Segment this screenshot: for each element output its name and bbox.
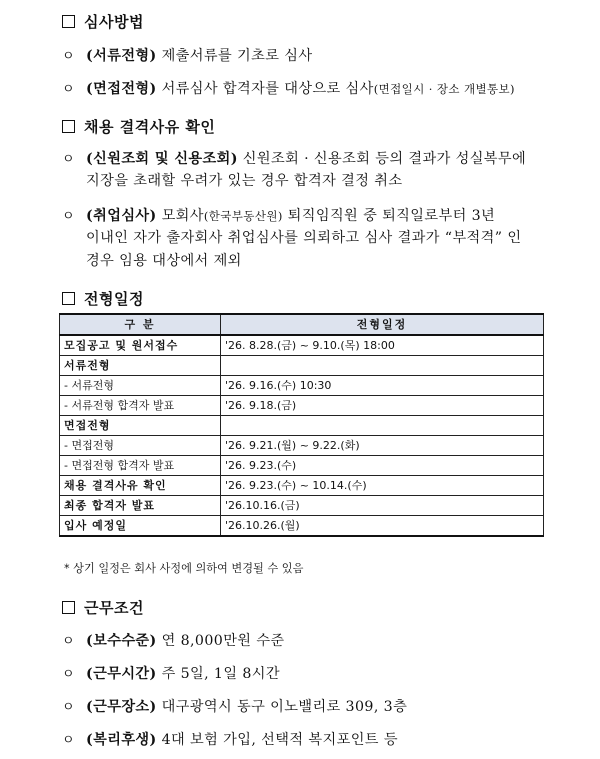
schedule-row bbox=[60, 436, 544, 456]
schedule-row bbox=[60, 516, 544, 537]
schedule-row-label: - 면접전형 bbox=[60, 436, 221, 456]
circle-bullet-icon: ㅇ bbox=[62, 209, 75, 224]
conditions-item-benefits: ㅇ (복리후생) 4대 보험 가입, 선택적 복지포인트 등 bbox=[62, 729, 398, 749]
schedule-row-label: - 서류전형 bbox=[60, 376, 221, 396]
schedule-row bbox=[60, 356, 544, 376]
schedule-row bbox=[60, 416, 544, 436]
circle-bullet-icon: ㅇ bbox=[62, 82, 75, 97]
schedule-header-date: 전형일정 bbox=[221, 314, 544, 335]
circle-bullet-icon: ㅇ bbox=[62, 49, 75, 64]
schedule-row bbox=[60, 376, 544, 396]
schedule-row-date: '26. 9.23.(수) ~ 10.14.(수) bbox=[221, 476, 544, 496]
circle-bullet-icon: ㅇ bbox=[62, 667, 75, 682]
circle-bullet-icon: ㅇ bbox=[62, 152, 75, 167]
schedule-row bbox=[60, 496, 544, 516]
conditions-item-location: ㅇ (근무장소) 대구광역시 동구 이노밸리로 309, 3층 bbox=[62, 696, 407, 716]
schedule-row-date: '26. 9.16.(수) 10:30 bbox=[221, 376, 544, 396]
schedule-row-date bbox=[221, 416, 544, 436]
circle-bullet-icon: ㅇ bbox=[62, 700, 75, 715]
schedule-row-date bbox=[221, 356, 544, 376]
schedule-table bbox=[59, 313, 544, 537]
schedule-row-label: 면접전형 bbox=[60, 416, 221, 436]
schedule-row-label: - 면접전형 합격자 발표 bbox=[60, 456, 221, 476]
schedule-row bbox=[60, 335, 544, 356]
disqualify-item-background-cont: 지장을 초래할 우려가 있는 경우 합격자 결정 취소 bbox=[86, 173, 403, 189]
schedule-row-label: 모집공고 및 원서접수 bbox=[60, 335, 221, 356]
checkbox-square-icon bbox=[62, 120, 75, 133]
schedule-row-date: '26. 9.21.(월) ~ 9.22.(화) bbox=[221, 436, 544, 456]
section-heading-schedule: 전형일정 bbox=[62, 288, 144, 309]
schedule-note: * 상기 일정은 회사 사정에 의하여 변경될 수 있음 bbox=[64, 562, 304, 575]
disqualify-item-background: ㅇ (신원조회 및 신용조회) 신원조회 · 신용조회 등의 결과가 성실복무에 bbox=[62, 148, 526, 168]
checkbox-square-icon bbox=[62, 601, 75, 614]
circle-bullet-icon: ㅇ bbox=[62, 733, 75, 748]
review-item-interview: ㅇ (면접전형) 서류심사 합격자를 대상으로 심사(면접일시 · 장소 개별통보) bbox=[62, 78, 515, 98]
schedule-row-label: 입사 예정일 bbox=[60, 516, 221, 537]
section-heading-disqualify: 채용 결격사유 확인 bbox=[62, 116, 215, 137]
schedule-row-label: 채용 결격사유 확인 bbox=[60, 476, 221, 496]
schedule-row-date: '26. 9.23.(수) bbox=[221, 456, 544, 476]
schedule-row-date: '26. 9.18.(금) bbox=[221, 396, 544, 416]
section-heading-review: 심사방법 bbox=[62, 11, 144, 32]
schedule-row-date: '26.10.26.(월) bbox=[221, 516, 544, 537]
section-heading-conditions: 근무조건 bbox=[62, 597, 144, 618]
schedule-row bbox=[60, 456, 544, 476]
circle-bullet-icon: ㅇ bbox=[62, 634, 75, 649]
checkbox-square-icon bbox=[62, 15, 75, 28]
disqualify-item-employment-review-cont2: 경우 임용 대상에서 제외 bbox=[86, 253, 242, 269]
disqualify-item-employment-review-cont: 이내인 자가 출자회사 취업심사를 의뢰하고 심사 결과가 “부적격” 인 bbox=[86, 230, 522, 246]
conditions-item-salary: ㅇ (보수수준) 연 8,000만원 수준 bbox=[62, 630, 285, 650]
schedule-row-label: 최종 합격자 발표 bbox=[60, 496, 221, 516]
schedule-row bbox=[60, 396, 544, 416]
schedule-row-date: '26.10.16.(금) bbox=[221, 496, 544, 516]
review-item-document: ㅇ (서류전형) 제출서류를 기초로 심사 bbox=[62, 45, 312, 65]
disqualify-item-employment-review: ㅇ (취업심사) 모회사(한국부동산원) 퇴직임직원 중 퇴직일로부터 3년 bbox=[62, 205, 495, 225]
checkbox-square-icon bbox=[62, 292, 75, 305]
schedule-row-label: 서류전형 bbox=[60, 356, 221, 376]
schedule-table-header bbox=[60, 314, 544, 335]
schedule-header-category: 구 분 bbox=[60, 314, 221, 335]
conditions-item-hours: ㅇ (근무시간) 주 5일, 1일 8시간 bbox=[62, 663, 280, 683]
schedule-row-date: '26. 8.28.(금) ~ 9.10.(목) 18:00 bbox=[221, 335, 544, 356]
schedule-row-label: - 서류전형 합격자 발표 bbox=[60, 396, 221, 416]
schedule-row bbox=[60, 476, 544, 496]
